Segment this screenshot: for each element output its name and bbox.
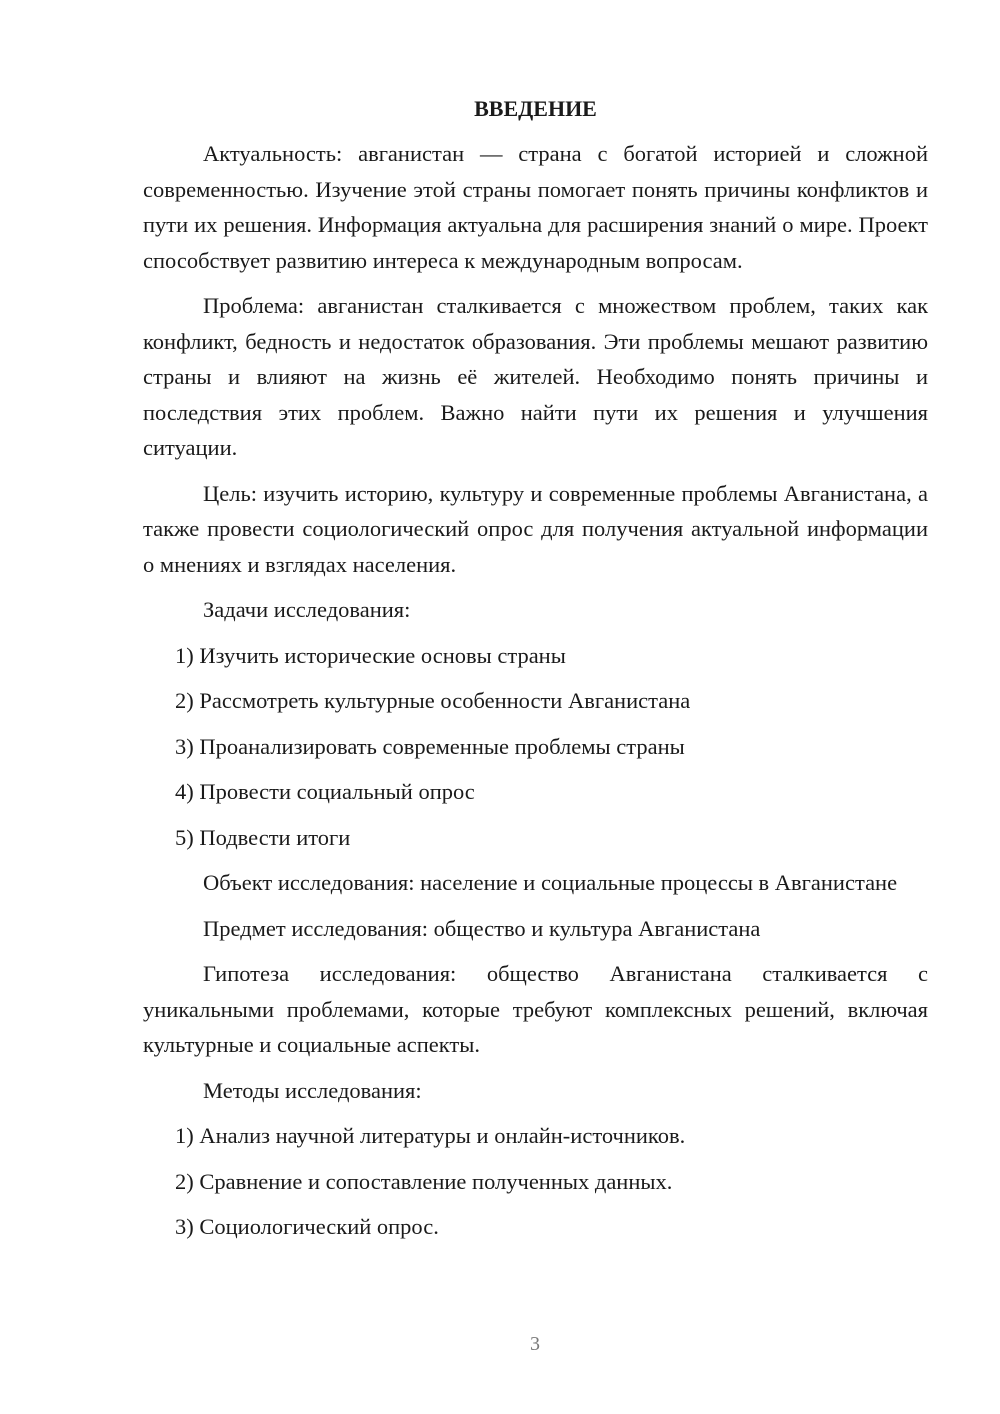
method-item-3: 3) Социологический опрос.	[175, 1214, 439, 1239]
tasks-heading: Задачи исследования:	[203, 597, 411, 622]
problem-paragraph: Проблема: авганистан сталкивается с множеством проблем, таких как конфликт, бедность и недостаток образования. Эти проблемы мешают развитию страны и влияют на жизнь её жителей. Необходимо понять причины и последствия этих проблем. Важно найти пути их решения и улучшения ситуации.	[143, 293, 928, 460]
subject-paragraph: Предмет исследования: общество и культура Авганистана	[203, 915, 761, 941]
goal-paragraph: Цель: изучить историю, культуру и современные проблемы Авганистана, а также провести социологический опрос для получения актуальной информации о мнениях и взглядах населения.	[143, 480, 928, 577]
relevance-paragraph: Актуальность: авганистан — страна с богатой историей и сложной современностью. Изучение этой страны помогает понять причины конфликтов и пути их решения. Информация актуальна для расширения знаний о мире. Проект способствует развитию интереса к международным вопросам.	[143, 141, 928, 273]
task-item-1: 1) Изучить исторические основы страны	[175, 642, 566, 668]
object-paragraph: Объект исследования: население и социальные процессы в Авганистане	[203, 870, 898, 895]
page-title: ВВЕДЕНИЕ	[474, 96, 597, 121]
task-item-3: 3) Проанализировать современные проблемы страны	[175, 733, 685, 759]
method-item-1: 1) Анализ научной литературы и онлайн-источников.	[175, 1123, 686, 1148]
page-number: 3	[530, 1333, 540, 1355]
document-body	[143, 92, 928, 1255]
task-item-5: 5) Подвести итоги	[175, 824, 351, 850]
method-item-2: 2) Сравнение и сопоставление полученных данных.	[175, 1168, 673, 1194]
hypothesis-paragraph: Гипотеза исследования: общество Авганистана сталкивается с уникальными проблемами, которые требуют комплексных решений, включая культурные и социальные аспекты.	[143, 961, 928, 1057]
task-item-2: 2) Рассмотреть культурные особенности Авганистана	[175, 688, 691, 713]
methods-heading: Методы исследования:	[203, 1077, 422, 1103]
task-item-4: 4) Провести социальный опрос	[175, 779, 475, 804]
